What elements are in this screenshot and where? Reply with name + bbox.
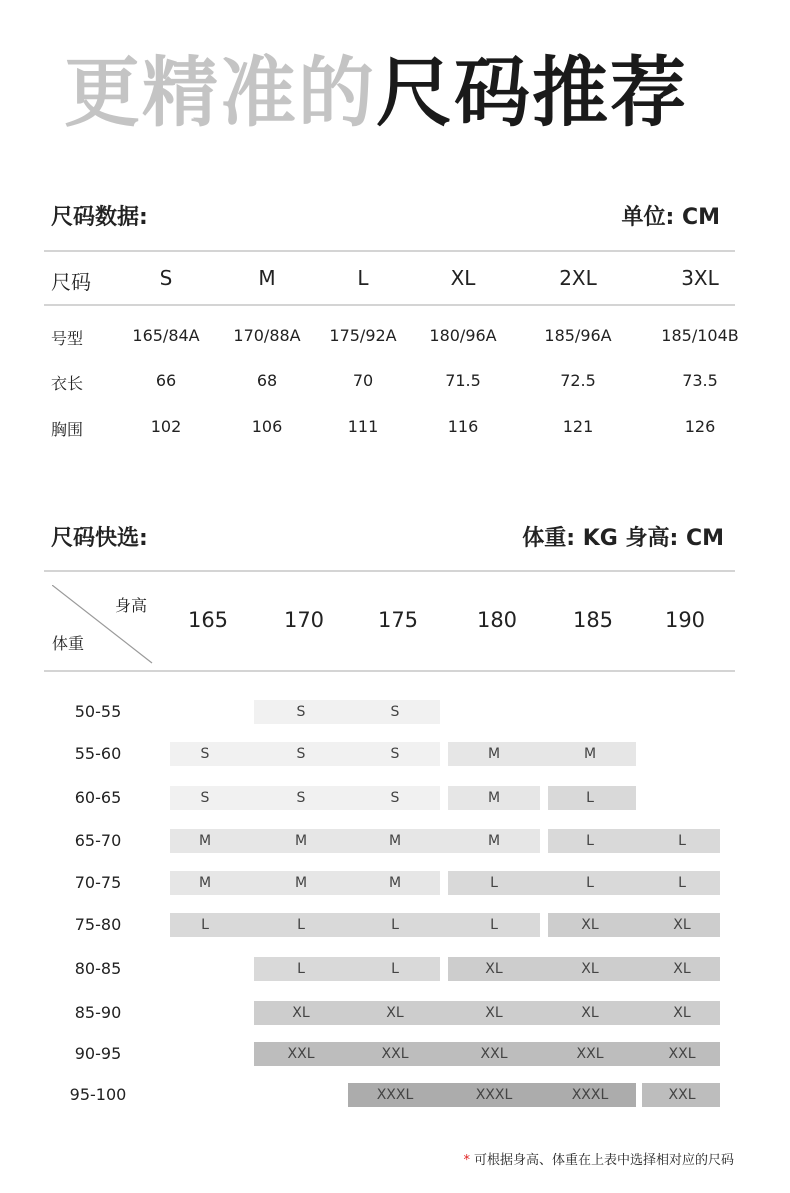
- weight-label: 85-90: [74, 1003, 122, 1022]
- recommended-size: XL: [386, 1005, 404, 1021]
- page-title: [64, 48, 688, 138]
- divider: [44, 304, 735, 306]
- recommended-size: XL: [581, 961, 599, 977]
- size-value: 165/84A: [132, 326, 200, 345]
- size-value: 102: [150, 417, 182, 436]
- size-segment: [254, 957, 440, 981]
- size-header: XL: [450, 266, 476, 290]
- recommended-size: S: [390, 704, 400, 720]
- size-row-label: 胸围: [51, 420, 84, 439]
- recommended-size: L: [678, 833, 686, 849]
- recommended-size: XL: [485, 961, 503, 977]
- weight-label: 65-70: [74, 831, 122, 850]
- weight-label: 70-75: [74, 873, 122, 892]
- size-value: 73.5: [682, 371, 718, 390]
- recommended-size: XXL: [668, 1087, 696, 1103]
- recommended-size: XL: [673, 917, 691, 933]
- size-segment: [170, 871, 440, 895]
- recommended-size: M: [294, 833, 308, 849]
- title-light: 更精准的: [64, 48, 376, 137]
- height-header: 180: [476, 608, 518, 632]
- recommended-size: XL: [673, 1005, 691, 1021]
- size-value: 185/96A: [544, 326, 612, 345]
- height-header: 175: [377, 608, 419, 632]
- size-row-label: 号型: [51, 329, 84, 348]
- size-segment: [548, 786, 636, 810]
- size-header: 2XL: [559, 266, 597, 290]
- recommended-size: M: [388, 833, 402, 849]
- size-value: 106: [251, 417, 283, 436]
- size-value: 71.5: [445, 371, 481, 390]
- size-data-unit: 单位: CM: [621, 205, 720, 230]
- recommended-size: XXL: [381, 1046, 409, 1062]
- recommended-size: S: [296, 790, 306, 806]
- height-header: 170: [283, 608, 325, 632]
- weight-label: 95-100: [69, 1085, 127, 1104]
- recommended-size: XL: [485, 1005, 503, 1021]
- size-header: 3XL: [681, 266, 719, 290]
- height-header: 185: [572, 608, 614, 632]
- recommended-size: S: [296, 746, 306, 762]
- size-value: 185/104B: [661, 326, 739, 345]
- size-value: 70: [352, 371, 374, 390]
- recommended-size: XXL: [576, 1046, 604, 1062]
- recommended-size: M: [294, 875, 308, 891]
- recommended-size: M: [198, 833, 212, 849]
- recommended-size: L: [586, 875, 594, 891]
- size-header: M: [258, 266, 276, 290]
- recommended-size: XL: [673, 961, 691, 977]
- weight-label: 60-65: [74, 788, 122, 807]
- size-value: 68: [256, 371, 278, 390]
- corner-height-label: 身高: [115, 596, 148, 615]
- size-segment: [348, 1083, 636, 1107]
- size-segment: [448, 871, 720, 895]
- height-header: 165: [187, 608, 229, 632]
- quick-select-unit: 体重: KG 身高: CM: [522, 526, 724, 551]
- recommended-size: XXXL: [475, 1087, 513, 1103]
- recommended-size: L: [586, 833, 594, 849]
- size-value: 121: [562, 417, 594, 436]
- weight-label: 55-60: [74, 744, 122, 763]
- weight-label: 80-85: [74, 959, 122, 978]
- size-value: 72.5: [560, 371, 596, 390]
- recommended-size: S: [296, 704, 306, 720]
- recommended-size: M: [487, 790, 501, 806]
- recommended-size: L: [490, 917, 498, 933]
- recommended-size: M: [583, 746, 597, 762]
- size-segment: [548, 829, 720, 853]
- size-segment: [448, 957, 720, 981]
- recommended-size: L: [490, 875, 498, 891]
- recommended-size: S: [390, 790, 400, 806]
- recommended-size: L: [297, 961, 305, 977]
- recommended-size: M: [487, 833, 501, 849]
- size-segment: [642, 1083, 720, 1107]
- size-value: 170/88A: [233, 326, 301, 345]
- weight-label: 50-55: [74, 702, 122, 721]
- divider: [44, 670, 735, 672]
- recommended-size: XL: [581, 1005, 599, 1021]
- recommended-size: L: [297, 917, 305, 933]
- recommended-size: XXL: [480, 1046, 508, 1062]
- size-value: 175/92A: [329, 326, 397, 345]
- footnote: [463, 1149, 734, 1168]
- recommended-size: XXL: [668, 1046, 696, 1062]
- size-value: 66: [155, 371, 177, 390]
- recommended-size: XXL: [287, 1046, 315, 1062]
- size-segment: [448, 742, 636, 766]
- recommended-size: M: [198, 875, 212, 891]
- recommended-size: S: [390, 746, 400, 762]
- recommended-size: S: [200, 746, 210, 762]
- size-segment: [254, 1001, 720, 1025]
- size-segment: [170, 786, 440, 810]
- recommended-size: L: [678, 875, 686, 891]
- size-segment: [170, 913, 540, 937]
- size-segment: [170, 742, 440, 766]
- size-data-label: 尺码数据:: [51, 205, 148, 230]
- size-value: 126: [684, 417, 716, 436]
- size-header: L: [357, 266, 369, 290]
- recommended-size: M: [388, 875, 402, 891]
- size-header-label: 尺码: [51, 270, 91, 294]
- recommended-size: S: [200, 790, 210, 806]
- height-header: 190: [664, 608, 706, 632]
- title-dark: 尺码推荐: [376, 48, 688, 137]
- recommended-size: L: [391, 961, 399, 977]
- weight-label: 75-80: [74, 915, 122, 934]
- recommended-size: L: [391, 917, 399, 933]
- size-segment: [448, 786, 540, 810]
- footnote-star: *: [463, 1153, 470, 1168]
- size-segment: [254, 700, 440, 724]
- size-segment: [254, 1042, 720, 1066]
- size-header: S: [159, 266, 173, 290]
- size-value: 111: [347, 417, 379, 436]
- size-row-label: 衣长: [51, 374, 84, 393]
- recommended-size: XL: [581, 917, 599, 933]
- divider: [44, 250, 735, 252]
- size-segment: [548, 913, 720, 937]
- weight-label: 90-95: [74, 1044, 122, 1063]
- recommended-size: XL: [292, 1005, 310, 1021]
- recommended-size: XXXL: [571, 1087, 609, 1103]
- corner-weight-label: 体重: [52, 634, 85, 653]
- quick-select-label: 尺码快选:: [51, 526, 148, 551]
- recommended-size: M: [487, 746, 501, 762]
- recommended-size: XXXL: [376, 1087, 414, 1103]
- size-segment: [170, 829, 540, 853]
- size-value: 180/96A: [429, 326, 497, 345]
- divider: [44, 570, 735, 572]
- recommended-size: L: [201, 917, 209, 933]
- recommended-size: L: [586, 790, 594, 806]
- footnote-text: 可根据身高、体重在上表中选择相对应的尺码: [473, 1153, 734, 1168]
- size-value: 116: [447, 417, 479, 436]
